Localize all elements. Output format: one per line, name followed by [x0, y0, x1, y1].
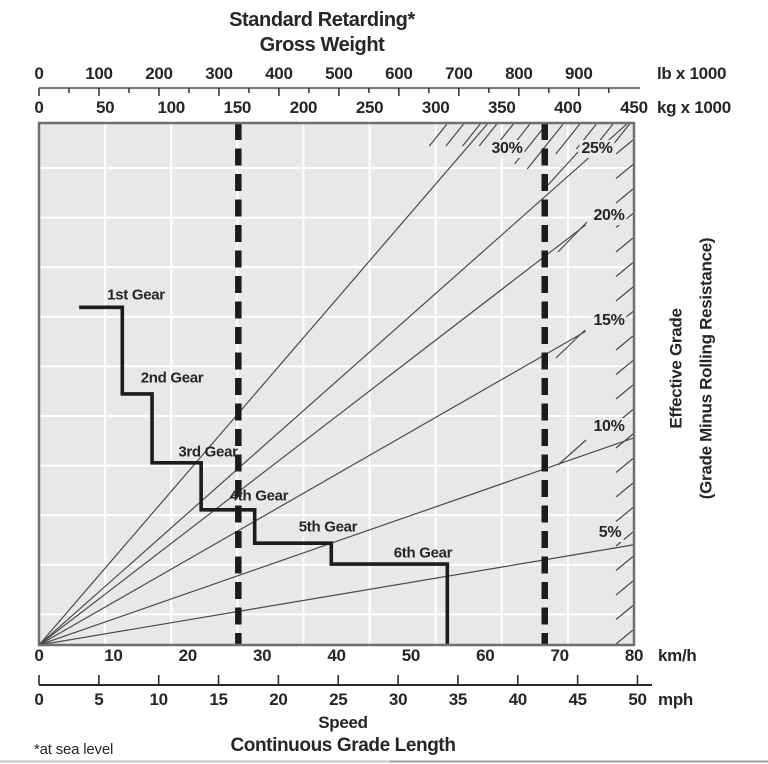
lb-axis-unit: lb x 1000 [657, 64, 727, 83]
mph-tick-label: 50 [628, 690, 647, 709]
continuous-grade-length-label: Continuous Grade Length [230, 735, 456, 756]
gear-label-2: 2nd Gear [140, 369, 204, 387]
kg-tick-label: 100 [157, 98, 185, 117]
right-axis-title-line1: Effective Grade [666, 308, 686, 429]
mph-axis-unit: mph [658, 690, 693, 709]
kmh-tick-label: 50 [401, 646, 421, 665]
kg-tick-label: 150 [223, 98, 252, 117]
gear-label-5: 5th Gear [298, 518, 358, 536]
kmh-tick-label: 80 [624, 646, 644, 665]
kmh-tick-label: 30 [252, 646, 272, 665]
kmh-axis-unit: km/h [658, 646, 697, 665]
lb-tick-label: 300 [205, 64, 233, 83]
mph-tick-label: 5 [94, 690, 104, 709]
mph-tick-label: 10 [149, 690, 168, 709]
kg-tick-label: 250 [355, 98, 384, 117]
kg-tick-label: 200 [289, 98, 318, 117]
mph-tick-label: 45 [568, 690, 587, 709]
mph-tick-label: 25 [329, 690, 348, 709]
kg-tick-label: 450 [620, 98, 648, 117]
kmh-tick-label: 70 [550, 646, 569, 665]
lb-tick-label: 600 [385, 64, 413, 83]
chart-title [0, 8, 644, 58]
kmh-tick-label: 0 [34, 646, 44, 665]
kmh-tick-label: 10 [104, 646, 123, 665]
mph-tick-label: 0 [34, 690, 44, 709]
mph-tick-label: 40 [508, 690, 527, 709]
gear-label-4: 4th Gear [229, 487, 289, 505]
sea-level-footnote: *at sea level [34, 741, 114, 758]
speed-label: Speed [318, 713, 368, 732]
lb-tick-label: 200 [145, 64, 173, 83]
kg-axis-unit: kg x 1000 [657, 98, 731, 117]
kmh-tick-label: 40 [327, 646, 346, 665]
kg-tick-label: 50 [95, 98, 115, 117]
lb-tick-label: 900 [565, 64, 593, 83]
grade-label-20: 20% [593, 207, 625, 224]
lb-tick-label: 400 [265, 64, 293, 83]
chart-title-line2: Gross Weight [259, 34, 385, 56]
kg-tick-label: 300 [421, 98, 450, 117]
lb-tick-label: 700 [445, 64, 473, 83]
gear-label-3: 3rd Gear [178, 443, 238, 461]
lb-tick-label: 500 [325, 64, 353, 83]
kg-tick-label: 400 [554, 98, 582, 117]
kg-tick-label: 0 [34, 98, 44, 117]
mph-tick-label: 35 [448, 690, 468, 709]
gear-label-1: 1st Gear [107, 286, 165, 304]
kmh-tick-label: 20 [178, 646, 197, 665]
mph-tick-label: 15 [209, 690, 228, 709]
lb-tick-label: 800 [505, 64, 533, 83]
right-axis-title-line2: (Grade Minus Rolling Resistance) [696, 237, 716, 500]
lb-tick-label: 0 [34, 64, 44, 83]
chart-title-line1: Standard Retarding* [229, 9, 415, 31]
kg-tick-label: 350 [488, 98, 516, 117]
grade-label-25: 25% [581, 140, 613, 157]
gear-label-6: 6th Gear [393, 544, 453, 562]
grade-label-15: 15% [593, 312, 625, 329]
kmh-tick-label: 60 [476, 646, 495, 665]
mph-tick-label: 30 [388, 690, 408, 709]
mph-tick-label: 20 [269, 690, 288, 709]
grade-label-5: 5% [598, 524, 622, 541]
grade-label-10: 10% [593, 418, 625, 435]
lb-tick-label: 100 [85, 64, 113, 83]
grade-label-30: 30% [491, 140, 523, 157]
